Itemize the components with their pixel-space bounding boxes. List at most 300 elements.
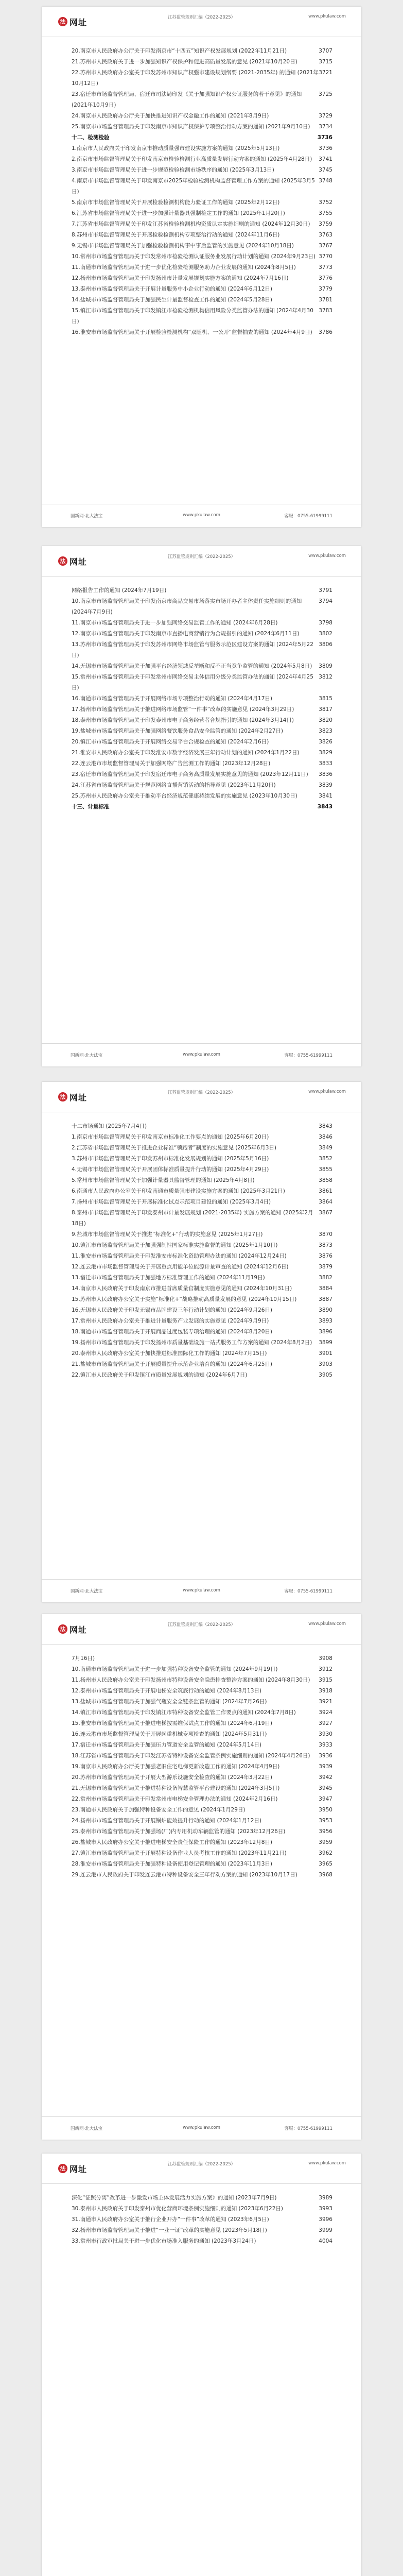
- toc-entry-title: 深化“证照分离”改革进一步激发市场主体发展活力实施方案》的通知 (2023年7月9日): [72, 2195, 277, 2201]
- toc-page-number: 3725: [319, 91, 332, 97]
- toc-page-number: 3745: [319, 167, 332, 173]
- toc-entry-title: 24.南京市人民政府办公厅关于加快推进知识产权金融工作的通知 (2021年8月9日): [72, 113, 269, 119]
- toc-entry-title: 24.扬州市市场监督管理局关于开展锅炉能效提升行动的通知 (2024年1月12日): [72, 1818, 261, 1824]
- toc-entry[interactable]: [72, 1164, 332, 1175]
- toc-page-number: 3959: [319, 1839, 332, 1845]
- footer-url[interactable]: www.pkulaw.com: [183, 513, 220, 518]
- toc-page-number: 3876: [319, 1253, 332, 1259]
- footer-url[interactable]: www.pkulaw.com: [183, 1588, 220, 1593]
- toc-entry[interactable]: [72, 1316, 332, 1327]
- toc-entry-title: 20.镇江市市场监督管理局关于开展网络交易平台合规检查的通知 (2024年2月6日): [72, 739, 269, 745]
- toc-entry-title: 19.南京市人民政府办公厅关于加强老旧住宅电梯更新改造工作的通知 (2024年4月9日): [72, 1764, 280, 1770]
- page-header: [42, 2154, 361, 2184]
- toc-entry[interactable]: [72, 122, 332, 132]
- toc-page-number: 3715: [319, 59, 332, 65]
- toc-entry[interactable]: [72, 1794, 332, 1805]
- toc-page-number: 3779: [319, 286, 332, 292]
- toc-entry-title: 22.常州市市场监督管理局关于印发常州市电梯安全管理办法的通知 (2024年2月16日): [72, 1796, 278, 1802]
- toc-entry[interactable]: [72, 1208, 332, 1229]
- toc-entry-title: 9.无锡市市场监督管理局关于加强检验检测机构事中事后监管的实施意见 (2024年10月18日): [72, 243, 294, 249]
- toc-entry-title: 11.南京市市场监督管理局关于进一步加强网络交易监管工作的通知 (2024年6月28日): [72, 620, 278, 626]
- header-title: 江苏监管规则汇编（2022-2025）: [167, 15, 236, 20]
- toc-body: [72, 2193, 332, 2247]
- footer-source: 国新网·北大法宝: [71, 514, 103, 519]
- document-page: [42, 1082, 361, 1602]
- toc-page-number: 3989: [319, 2195, 332, 2201]
- logo-text: 网址: [69, 556, 87, 567]
- document-page: [42, 546, 361, 1066]
- document-page: [42, 7, 361, 527]
- toc-page-number: 3933: [319, 1742, 332, 1748]
- toc-entry-title: 15.常州市市场监督管理局关于印发常州市网络交易主体信用分级分类监管办法的通知 (2024年4月25日): [72, 674, 313, 691]
- toc-page-number: 4004: [319, 2238, 332, 2244]
- toc-entry[interactable]: [72, 143, 332, 154]
- header-title: 江苏监管规则汇编（2022-2025）: [167, 2162, 236, 2167]
- toc-entry-title: 8.苏州市市场监督管理局关于开展检验检测机构专项整治行动的通知 (2024年11月6日): [72, 232, 280, 238]
- toc-page-number: 3759: [319, 221, 332, 227]
- toc-entry-title: 16.淮安市市场监督管理局关于开展检验检测机构“双随机、一公开”监督抽查的通知 (2024年4月9日): [72, 329, 312, 335]
- toc-entry[interactable]: [72, 67, 332, 89]
- header-url[interactable]: www.pkulaw.com: [308, 2161, 346, 2166]
- toc-entry-title: 17.扬州市市场监督管理局关于推进网络市场监管“一件事”改革的实施意见 (2024年3月29日): [72, 706, 294, 713]
- toc-entry[interactable]: [72, 1186, 332, 1197]
- toc-page-number: 3843: [317, 804, 332, 810]
- toc-entry[interactable]: [72, 1143, 332, 1154]
- toc-entry-title: 5.常州市市场监督管理局关于加强计量器具监督管理的通知 (2025年4月8日): [72, 1177, 255, 1183]
- toc-entry[interactable]: [72, 1761, 332, 1772]
- document-page: [42, 2154, 361, 2576]
- page-footer: [42, 1579, 361, 1602]
- toc-page-number: 3965: [319, 1861, 332, 1867]
- toc-entry-title: 12.泰州市市场监督管理局关于开展电梯安全筑底行动的通知 (2024年8月13日): [72, 1688, 261, 1694]
- document-page: [42, 1614, 361, 2140]
- toc-entry-title: 25.南京市市场监督管理局关于印发南京市知识产权保护专项整治行动方案的通知 (2021年9月10日): [72, 124, 310, 130]
- toc-entry[interactable]: [72, 618, 332, 629]
- toc-entry[interactable]: [72, 1870, 332, 1880]
- toc-entry[interactable]: [72, 1229, 332, 1240]
- toc-entry-title: 22.连云港市市场监督管理局关于加强网络广告监测工作的通知 (2023年12月28日): [72, 760, 271, 767]
- toc-entry-title: 3.南京市市场监督管理局关于进一步规范检验检测市场秩序的通知 (2025年3月13日): [72, 167, 274, 173]
- toc-page-number: 3996: [319, 2216, 332, 2223]
- page-footer: [42, 504, 361, 527]
- toc-page-number: 3945: [319, 1785, 332, 1791]
- toc-body: [72, 585, 332, 812]
- toc-page-number: 3809: [319, 663, 332, 669]
- toc-page-number: 3879: [319, 1264, 332, 1270]
- toc-entry-title: 10.镇江市市场监督管理局关于加强强制性国家标准实施监督的通知 (2025年1月10日): [72, 1242, 278, 1248]
- toc-body: [72, 1653, 332, 1880]
- toc-page-number: 3829: [319, 750, 332, 756]
- toc-entry[interactable]: [72, 715, 332, 726]
- toc-page-number: 3899: [319, 1340, 332, 1346]
- footer-url[interactable]: www.pkulaw.com: [183, 2125, 220, 2130]
- footer-phone: 客服：0755-61999111: [284, 514, 332, 519]
- toc-entry[interactable]: [72, 791, 332, 802]
- toc-entry[interactable]: [72, 1154, 332, 1164]
- toc-page-number: 3950: [319, 1807, 332, 1813]
- logo-icon: 法: [58, 1092, 67, 1101]
- toc-page-number: 3781: [319, 297, 332, 303]
- toc-entry[interactable]: [72, 737, 332, 748]
- toc-entry[interactable]: [72, 1327, 332, 1337]
- header-url[interactable]: www.pkulaw.com: [308, 1621, 346, 1626]
- toc-page-number: 3867: [319, 1210, 332, 1216]
- header-url[interactable]: www.pkulaw.com: [308, 1089, 346, 1094]
- toc-page-number: 3855: [319, 1166, 332, 1173]
- toc-entry[interactable]: [72, 2236, 332, 2247]
- header-title: 江苏监管规则汇编（2022-2025）: [167, 554, 236, 560]
- toc-page-number: 3783: [319, 308, 332, 314]
- toc-entry[interactable]: [72, 661, 332, 672]
- toc-entry-title: 14.无锡市市场监督管理局关于加强平台经济领域反垄断和反不正当竞争监管的通知 (2024年5月8日): [72, 663, 312, 669]
- toc-entry-title: 13.宿迁市市场监督管理局关于加强地方标准管理工作的通知 (2024年11月19日): [72, 1275, 265, 1281]
- toc-entry[interactable]: [72, 306, 332, 327]
- toc-page-number: 3882: [319, 1275, 332, 1281]
- toc-entry[interactable]: [72, 111, 332, 122]
- footer-source: 国新网·北大法宝: [71, 1589, 103, 1594]
- page-header: [42, 546, 361, 577]
- toc-entry-title: 32.扬州市市场监督管理局关于推进“一业一证”改革的实施意见 (2023年5月18日): [72, 2227, 267, 2233]
- toc-entry-title: 17.宿迁市市场监督管理局关于加强压力管道安全监管的通知 (2024年5月14日): [72, 1742, 261, 1748]
- toc-entry-title: 31.南通市人民政府办公室关于推行企业开办“一件事”改革的通知 (2023年6月5日): [72, 2216, 269, 2223]
- toc-entry-title: 23.宿迁市市场监督管理局关于印发宿迁市电子商务高质量发展实施意见的通知 (2023年12月11日): [72, 771, 308, 777]
- toc-entry[interactable]: [72, 2193, 332, 2204]
- toc-entry-title: 6.南通市人民政府办公室关于印发南通市质量强市建设实施方案的通知 (2025年3月21日): [72, 1188, 285, 1194]
- toc-entry-title: 6.江苏省市场监督管理局关于进一步加强计量器具强制检定工作的通知 (2025年1月20日): [72, 210, 285, 216]
- toc-entry[interactable]: [72, 596, 332, 618]
- toc-entry[interactable]: [72, 57, 332, 67]
- toc-entry[interactable]: [72, 780, 332, 791]
- toc-page-number: 3864: [319, 1199, 332, 1205]
- toc-entry-title: 33.常州市行政审批局关于进一步优化市场准入服务的通知 (2023年3月24日): [72, 2238, 256, 2244]
- toc-page-number: 3962: [319, 1850, 332, 1856]
- toc-entry-title: 12.扬州市市场监督管理局关于印发扬州市计量发展规划实施方案的通知 (2024年7月16日): [72, 275, 289, 281]
- toc-entry[interactable]: [72, 1262, 332, 1273]
- toc-entry[interactable]: [72, 1772, 332, 1783]
- toc-entry-title: 10.南京市市场监督管理局关于印发南京市商品交易市场落实市场开办者主体责任实施细则的通知 (2024年7月9日): [72, 598, 302, 615]
- toc-page-number: 3802: [319, 631, 332, 637]
- toc-page-number: 3861: [319, 1188, 332, 1194]
- toc-page-number: 3968: [319, 1872, 332, 1878]
- toc-entry-title: 21.盐城市市场监督管理局关于开展质量提升示范企业培育的通知 (2024年6月25日): [72, 1361, 272, 1367]
- toc-entry[interactable]: [72, 1370, 332, 1381]
- toc-entry[interactable]: [72, 2225, 332, 2236]
- toc-page-number: 3893: [319, 1318, 332, 1324]
- toc-entry[interactable]: [72, 1783, 332, 1794]
- toc-entry[interactable]: [72, 251, 332, 262]
- toc-entry[interactable]: [72, 1859, 332, 1870]
- toc-page-number: 3947: [319, 1796, 332, 1802]
- toc-entry-title: 15.镇江市市场监督管理局关于印发镇江市检验检测机构信用风险分类监管办法的通知 (2024年4月30日): [72, 308, 313, 325]
- toc-entry[interactable]: [72, 165, 332, 176]
- toc-page-number: 3939: [319, 1764, 332, 1770]
- toc-entry[interactable]: [72, 629, 332, 639]
- toc-page-number: 3707: [319, 48, 332, 54]
- toc-page-number: 3839: [319, 782, 332, 788]
- toc-entry-title: 12.连云港市市场监督管理局关于开展重点用能单位能源计量审查的通知 (2024年12月6日): [72, 1264, 289, 1270]
- toc-entry[interactable]: [72, 1294, 332, 1305]
- toc-page-number: 3736: [317, 134, 332, 141]
- toc-entry[interactable]: [72, 1305, 332, 1316]
- page-footer: [42, 1043, 361, 1066]
- toc-entry[interactable]: [72, 1675, 332, 1686]
- toc-page-number: 3903: [319, 1361, 332, 1367]
- toc-page-number: 3741: [319, 156, 332, 162]
- toc-page-number: 3841: [319, 793, 332, 799]
- footer-source: 国新网·北大法宝: [71, 2126, 103, 2131]
- toc-page-number: 3826: [319, 739, 332, 745]
- toc-entry-title: 5.南京市市场监督管理局关于开展检验检测机构能力验证工作的通知 (2025年2月12日): [72, 199, 280, 206]
- toc-page-number: 3812: [319, 674, 332, 680]
- toc-entry[interactable]: [72, 1240, 332, 1251]
- toc-entry[interactable]: [72, 1273, 332, 1283]
- toc-entry-title: 20.泰州市人民政府办公室关于加快推进标准国际化工作的通知 (2024年7月15日): [72, 1350, 267, 1357]
- toc-entry-title: 22.苏州市人民政府办公室关于印发苏州市知识产权强市建设规划纲要 (2021-2035年) 的通知 (2021年10月12日): [72, 70, 319, 87]
- toc-entry[interactable]: [72, 1805, 332, 1816]
- toc-entry-title: 1.南京市人民政府关于印发南京市推动质量强市建设实施方案的通知 (2025年5月13日): [72, 145, 280, 151]
- toc-entry-title: 17.常州市人民政府办公室关于推进计量服务产业发展的实施意见 (2024年9月9日): [72, 1318, 269, 1324]
- toc-entry-title: 2.南京市市场监督管理局关于印发南京市检验检测行业高质量发展行动方案的通知 (2025年4月28日): [72, 156, 312, 162]
- logo-text: 网址: [69, 2164, 87, 2174]
- toc-page-number: 3999: [319, 2227, 332, 2233]
- toc-page-number: 3993: [319, 2206, 332, 2212]
- toc-entry[interactable]: [72, 208, 332, 219]
- toc-page-number: 3887: [319, 1296, 332, 1302]
- toc-entry[interactable]: [72, 230, 332, 241]
- toc-entry[interactable]: [72, 1718, 332, 1729]
- toc-entry-title: 30.泰州市人民政府关于印发泰州市优化营商环境条例实施细则的通知 (2023年6月22日): [72, 2206, 283, 2212]
- toc-entry-title: 25.泰州市市场监督管理局关于加强场(厂)内专用机动车辆监管的通知 (2023年12月26日): [72, 1828, 286, 1835]
- toc-entry-title: 4.无锡市市场监督管理局关于开展团体标准质量提升行动的通知 (2025年4月29日): [72, 1166, 269, 1173]
- toc-entry[interactable]: [72, 1697, 332, 1707]
- toc-entry-title: 1.南京市市场监督管理局关于印发南京市标准化工作要点的通知 (2025年6月20日): [72, 1134, 269, 1140]
- page-header: [42, 1082, 361, 1112]
- toc-entry[interactable]: [72, 1359, 332, 1370]
- toc-page-number: 3763: [319, 232, 332, 238]
- toc-entry-title: 网络报告工作的通知 (2024年7月19日): [72, 587, 167, 594]
- toc-entry[interactable]: [72, 2214, 332, 2225]
- logo-text: 网址: [69, 17, 87, 27]
- toc-entry-title: 19.扬州市市场监督管理局关于印发扬州市质量基础设施一站式服务工作方案的通知 (2024年8月2日): [72, 1340, 312, 1346]
- toc-page-number: 3890: [319, 1307, 332, 1313]
- logo-icon: 法: [58, 1624, 67, 1634]
- toc-entry[interactable]: [72, 327, 332, 338]
- toc-section-heading[interactable]: [72, 132, 332, 143]
- toc-page-number: 3776: [319, 275, 332, 281]
- toc-page-number: 3918: [319, 1688, 332, 1694]
- toc-entry[interactable]: [72, 273, 332, 284]
- toc-page-number: 3815: [319, 696, 332, 702]
- toc-entry[interactable]: [72, 672, 332, 693]
- toc-entry[interactable]: [72, 1707, 332, 1718]
- toc-entry[interactable]: [72, 769, 332, 780]
- toc-entry-title: 十三、计量标准: [72, 804, 110, 810]
- toc-entry[interactable]: [72, 1121, 332, 1132]
- toc-entry-title: 18.南通市市场监督管理局关于开展商品过度包装专项治理的通知 (2024年8月20日): [72, 1329, 272, 1335]
- toc-entry-title: 19.盐城市市场监督管理局关于加强网络餐饮服务食品安全监管的通知 (2024年2月27日): [72, 728, 283, 734]
- toc-entry[interactable]: [72, 1337, 332, 1348]
- toc-page-number: 3846: [319, 1134, 332, 1140]
- toc-entry[interactable]: [72, 89, 332, 111]
- toc-page-number: 3721: [319, 70, 332, 76]
- toc-entry-title: 27.镇江市市场监督管理局关于开展特种设备作业人员考核工作的通知 (2023年11月21日): [72, 1850, 287, 1856]
- toc-entry-title: 10.南通市市场监督管理局关于进一步加强特种设备安全监管的通知 (2024年9月19日): [72, 1666, 278, 1672]
- toc-body: [72, 1121, 332, 1381]
- toc-entry[interactable]: [72, 1132, 332, 1143]
- toc-page-number: 3755: [319, 210, 332, 216]
- toc-entry-title: 21.苏州市人民政府关于进一步加强知识产权保护和促进高质量发展的意见 (2021年10月20日): [72, 59, 297, 65]
- toc-page-number: 3873: [319, 1242, 332, 1248]
- toc-page-number: 3752: [319, 199, 332, 206]
- toc-entry-title: 18.泰州市市场监督管理局关于印发泰州市电子商务经营者合规指引的通知 (2024年3月14日): [72, 717, 294, 723]
- toc-page-number: 3942: [319, 1774, 332, 1781]
- toc-entry-title: 4.南京市市场监督管理局关于印发南京市2025年检验检测机构监督管理工作方案的通知 (2025年3月5日): [72, 178, 315, 195]
- toc-entry[interactable]: [72, 1826, 332, 1837]
- toc-entry[interactable]: [72, 1751, 332, 1761]
- toc-entry[interactable]: [72, 758, 332, 769]
- toc-body: [72, 46, 332, 338]
- toc-page-number: 3729: [319, 113, 332, 119]
- toc-page-number: 3921: [319, 1699, 332, 1705]
- toc-entry-title: 26.盐城市人民政府办公室关于推进电梯安全责任保险工作的通知 (2023年12月8日): [72, 1839, 272, 1845]
- toc-page-number: 3770: [319, 253, 332, 260]
- toc-entry[interactable]: [72, 1348, 332, 1359]
- toc-page-number: 3924: [319, 1709, 332, 1716]
- toc-page-number: 3820: [319, 717, 332, 723]
- toc-page-number: 3953: [319, 1818, 332, 1824]
- toc-entry[interactable]: [72, 1686, 332, 1697]
- toc-page-number: 3896: [319, 1329, 332, 1335]
- toc-entry[interactable]: [72, 1740, 332, 1751]
- toc-entry[interactable]: [72, 1653, 332, 1664]
- toc-entry[interactable]: [72, 1283, 332, 1294]
- header-url[interactable]: www.pkulaw.com: [308, 14, 346, 19]
- toc-entry-title: 9.盐城市市场监督管理局关于推进“标准化+”行动的实施意见 (2025年1月27日): [72, 1231, 263, 1238]
- toc-page-number: 3736: [319, 145, 332, 151]
- toc-entry[interactable]: [72, 704, 332, 715]
- toc-entry[interactable]: [72, 197, 332, 208]
- toc-entry-title: 13.苏州市市场监督管理局关于印发苏州市网络市场监管与服务示范区建设方案的通知 (2024年5月22日): [72, 641, 313, 658]
- toc-entry[interactable]: [72, 46, 332, 57]
- toc-page-number: 3908: [319, 1655, 332, 1662]
- page-header: [42, 7, 361, 37]
- toc-entry[interactable]: [72, 284, 332, 295]
- toc-entry-title: 十二市场通知 (2025年7月4日): [72, 1123, 147, 1129]
- toc-entry-title: 20.南京市人民政府办公厅关于印发南京市“十四五”知识产权发展规划 (2022年11月21日): [72, 48, 287, 54]
- toc-entry-title: 16.无锡市人民政府关于印发无锡市品牌建设三年行动计划的通知 (2024年9月26日): [72, 1307, 272, 1313]
- header-title: 江苏监管规则汇编（2022-2025）: [167, 1090, 236, 1095]
- toc-entry[interactable]: [72, 262, 332, 273]
- page-footer: [42, 2116, 361, 2140]
- toc-entry[interactable]: [72, 1729, 332, 1740]
- toc-entry-title: 7.江苏省市场监督管理局关于印发江苏省检验检测机构资质认定实施细则的通知 (2024年12月30日): [72, 221, 310, 227]
- toc-page-number: 3794: [319, 598, 332, 604]
- toc-entry[interactable]: [72, 726, 332, 737]
- toc-page-number: 3905: [319, 1372, 332, 1378]
- toc-entry[interactable]: [72, 1175, 332, 1186]
- toc-entry[interactable]: [72, 585, 332, 596]
- toc-entry-title: 29.连云港市人民政府关于印发连云港市特种设备安全三年行动方案的通知 (2023年10月17日): [72, 1872, 297, 1878]
- toc-page-number: 3870: [319, 1231, 332, 1238]
- toc-entry[interactable]: [72, 1251, 332, 1262]
- toc-entry[interactable]: [72, 748, 332, 758]
- toc-entry[interactable]: [72, 693, 332, 704]
- toc-entry-title: 21.无锡市市场监督管理局关于推进特种设备智慧监管平台建设的通知 (2024年3月5日): [72, 1785, 280, 1791]
- toc-page-number: 3843: [319, 1123, 332, 1129]
- toc-entry-title: 18.江苏省市场监督管理局关于印发江苏省特种设备安全监管条例实施细则的通知 (2024年4月26日): [72, 1753, 310, 1759]
- toc-page-number: 3817: [319, 706, 332, 713]
- toc-entry[interactable]: [72, 154, 332, 165]
- toc-entry-title: 7月16日): [72, 1655, 95, 1662]
- footer-phone: 客服：0755-61999111: [284, 2126, 332, 2131]
- toc-page-number: 3767: [319, 243, 332, 249]
- toc-entry-title: 16.南通市市场监督管理局关于开展网络市场专项整治行动的通知 (2024年4月17日): [72, 696, 272, 702]
- toc-page-number: 3912: [319, 1666, 332, 1672]
- toc-entry-title: 15.淮安市市场监督管理局关于推进电梯按需维保试点工作的通知 (2024年6月19日): [72, 1720, 272, 1726]
- header-url[interactable]: www.pkulaw.com: [308, 553, 346, 558]
- toc-entry[interactable]: [72, 639, 332, 661]
- toc-entry-title: 21.淮安市人民政府办公室关于印发淮安市数字经济发展三年行动计划的通知 (2024年1月22日): [72, 750, 300, 756]
- toc-entry[interactable]: [72, 241, 332, 251]
- footer-url[interactable]: www.pkulaw.com: [183, 1052, 220, 1057]
- footer-phone: 客服：0755-61999111: [284, 1053, 332, 1058]
- logo-icon: 法: [58, 17, 67, 26]
- toc-page-number: 3836: [319, 771, 332, 777]
- toc-page-number: 3936: [319, 1753, 332, 1759]
- toc-page-number: 3901: [319, 1350, 332, 1357]
- toc-entry[interactable]: [72, 1816, 332, 1826]
- logo-icon: 法: [58, 2164, 67, 2173]
- toc-entry-title: 7.扬州市市场监督管理局关于开展标准化试点示范项目建设的通知 (2025年3月4日): [72, 1199, 271, 1205]
- toc-page-number: 3773: [319, 264, 332, 270]
- toc-entry-title: 8.泰州市市场监督管理局关于印发泰州市计量发展规划 (2021-2035年) 实施方案的通知 (2025年2月18日): [72, 1210, 313, 1227]
- toc-page-number: 3930: [319, 1731, 332, 1737]
- toc-entry-title: 13.盐城市市场监督管理局关于加强气瓶安全全链条监管的通知 (2024年7月26日): [72, 1699, 267, 1705]
- toc-entry-title: 15.苏州市人民政府办公室关于实施“标准化+”战略推动高质量发展的意见 (2024年10月15日): [72, 1296, 297, 1302]
- toc-page-number: 3956: [319, 1828, 332, 1835]
- toc-entry[interactable]: [72, 1848, 332, 1859]
- header-title: 江苏监管规则汇编（2022-2025）: [167, 1622, 236, 1628]
- toc-entry[interactable]: [72, 1664, 332, 1675]
- toc-entry[interactable]: [72, 219, 332, 230]
- toc-entry-title: 3.苏州市市场监督管理局关于印发苏州市标准化发展规划的通知 (2025年5月16日): [72, 1156, 269, 1162]
- logo-text: 网址: [69, 1092, 87, 1103]
- logo-icon: 法: [58, 556, 67, 566]
- toc-entry-title: 23.南通市人民政府关于加强特种设备安全工作的意见 (2024年1月29日): [72, 1807, 246, 1813]
- toc-entry-title: 11.扬州市人民政府办公室关于印发扬州市特种设备安全隐患排查整治方案的通知 (2024年8月30日): [72, 1677, 310, 1683]
- toc-page-number: 3798: [319, 620, 332, 626]
- toc-entry-title: 28.淮安市市场监督管理局关于加强特种设备使用登记管理的通知 (2023年11月3日): [72, 1861, 272, 1867]
- toc-section-heading[interactable]: [72, 802, 332, 812]
- toc-entry-title: 22.镇江市人民政府关于印发镇江市质量发展规划的通知 (2024年6月7日): [72, 1372, 248, 1378]
- toc-page-number: 3748: [319, 178, 332, 184]
- toc-entry-title: 14.南京市人民政府关于印发南京市推进首席质量官制度实施意见的通知 (2024年10月31日): [72, 1285, 292, 1292]
- toc-page-number: 3915: [319, 1677, 332, 1683]
- toc-entry[interactable]: [72, 1197, 332, 1208]
- toc-entry-title: 11.南通市市场监督管理局关于进一步优化检验检测服务助力企业发展的通知 (2024年8月5日): [72, 264, 296, 270]
- toc-entry-title: 13.泰州市市场监督管理局关于开展计量服务中小企业行动的通知 (2024年6月12日): [72, 286, 272, 292]
- toc-entry-title: 24.江苏省市场监督管理局关于规范网络直播营销活动的指导意见 (2023年11月20日): [72, 782, 276, 788]
- toc-entry-title: 十二、检测检验: [72, 134, 110, 141]
- toc-entry[interactable]: [72, 2204, 332, 2214]
- toc-entry-title: 20.苏州市市场监督管理局关于开展大型游乐设施安全检查的通知 (2024年3月22日): [72, 1774, 272, 1781]
- toc-entry[interactable]: [72, 176, 332, 197]
- toc-page-number: 3786: [319, 329, 332, 335]
- toc-entry[interactable]: [72, 295, 332, 306]
- page-header: [42, 1614, 361, 1645]
- toc-entry[interactable]: [72, 1837, 332, 1848]
- toc-page-number: 3849: [319, 1145, 332, 1151]
